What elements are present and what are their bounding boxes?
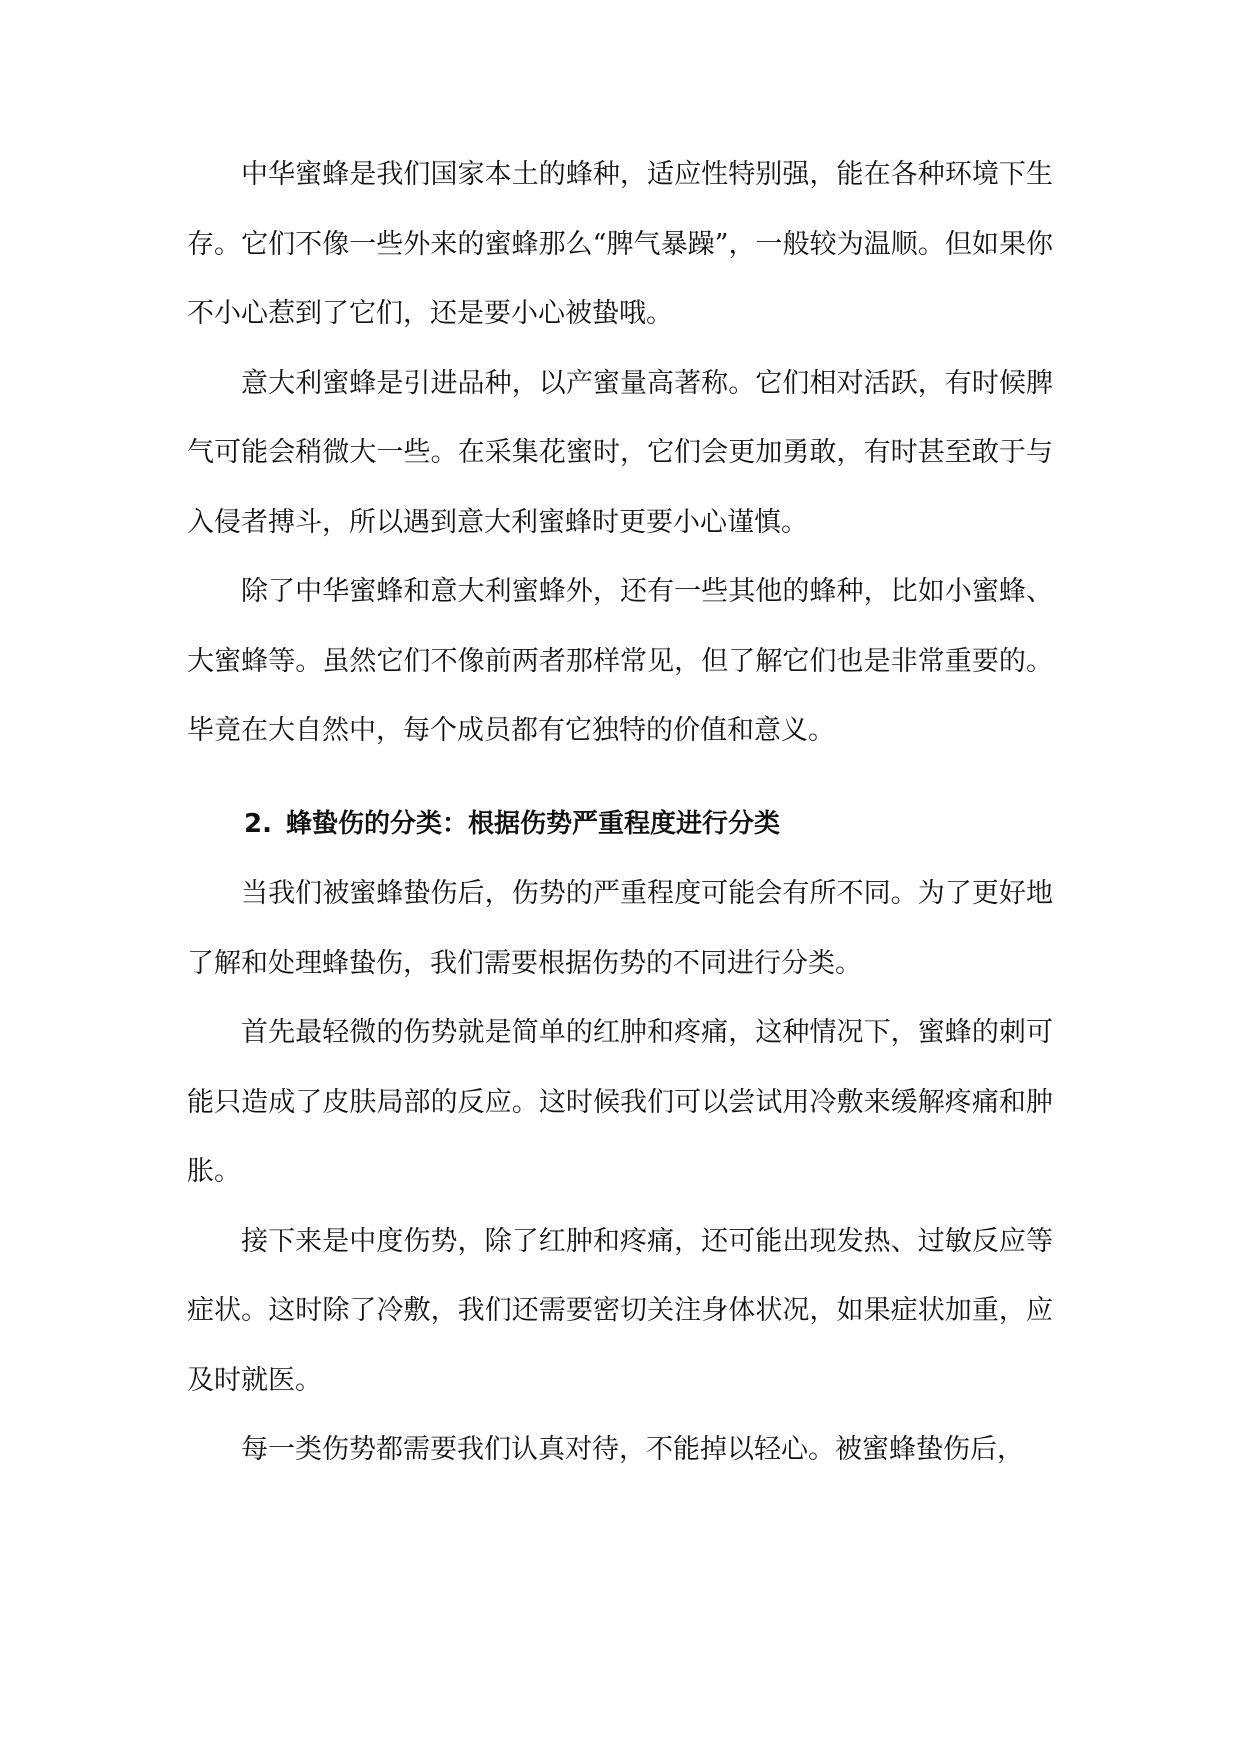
document-page [187,140,1053,1485]
section-heading [187,790,1053,860]
paragraph-moderate-sting: 接下来是中度伤势，除了红肿和疼痛，还可能出现发热、过敏反应等症状。这时除了冷敷，我们还需要密切关注身体状况，如果症状加重，应及时就医。 [187,1225,1053,1396]
section-title: 蜂蛰伤的分类：根据伤势严重程度进行分类 [285,808,780,839]
paragraph-treat-seriously: 每一类伤势都需要我们认真对待，不能掉以轻心。被蜜蜂蛰伤后， [241,1434,1024,1465]
paragraph-mild-sting: 首先最轻微的伤势就是简单的红肿和疼痛，这种情况下，蜜蜂的刺可能只造成了皮肤局部的反应。这时候我们可以尝试用冷敷来缓解疼痛和肿胀。 [187,1017,1053,1187]
paragraph-sting-classification-intro: 当我们被蜜蜂蛰伤后，伤势的严重程度可能会有所不同。为了更好地了解和处理蜂蛰伤，我们需要根据伤势的不同进行分类。 [187,878,1053,979]
paragraph-italian-honeybee: 意大利蜜蜂是引进品种，以产蜜量高著称。它们相对活跃，有时候脾气可能会稍微大一些。在采集花蜜时，它们会更加勇敢，有时甚至敢于与入侵者搏斗，所以遇到意大利蜜蜂时更要小心谨慎。 [187,367,1053,538]
paragraph-chinese-honeybee: 中华蜜蜂是我们国家本土的蜂种，适应性特别强，能在各种环境下生存。它们不像一些外来的蜜蜂那么“脾气暴躁”，一般较为温顺。但如果你不小心惹到了它们，还是要小心被蛰哦。 [187,159,1053,329]
section-number: 2. [244,808,272,839]
paragraph-other-bee-species: 除了中华蜜蜂和意大利蜜蜂外，还有一些其他的蜂种，比如小蜜蜂、大蜜蜂等。虽然它们不像前两者那样常见，但了解它们也是非常重要的。毕竟在大自然中，每个成员都有它独特的价值和意义。 [187,576,1053,746]
